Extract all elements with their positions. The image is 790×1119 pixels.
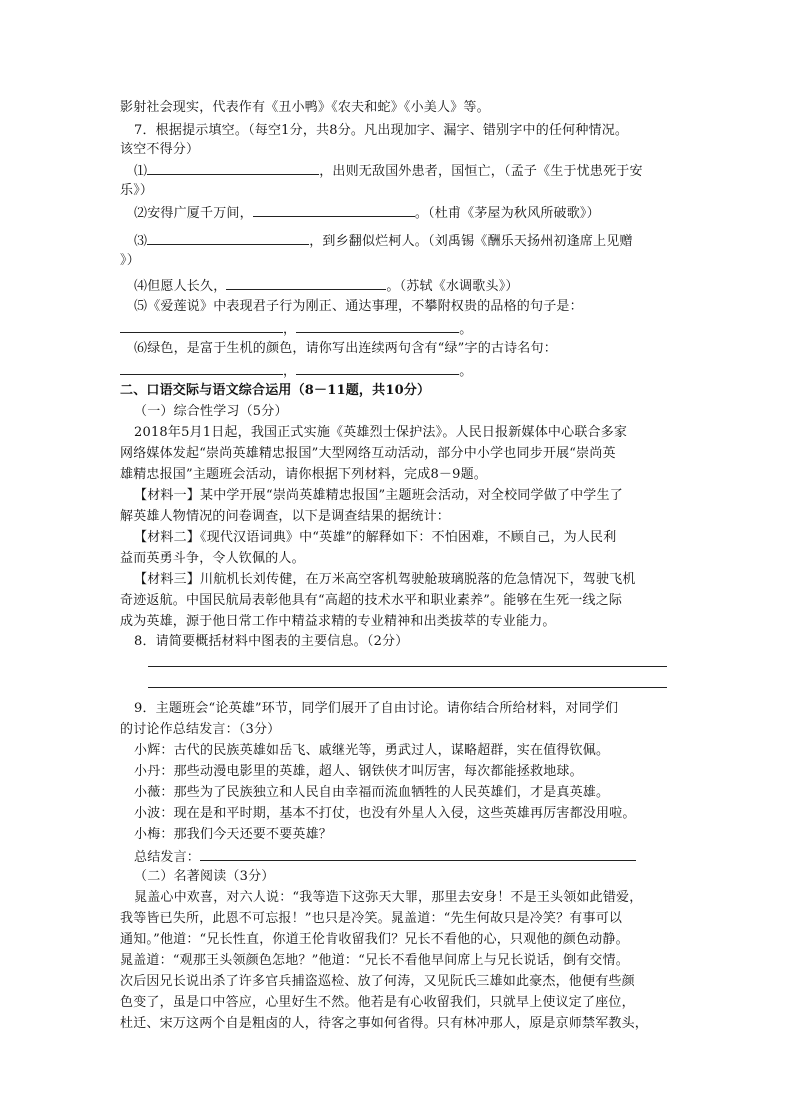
q7-item-3-blank[interactable] xyxy=(147,230,309,245)
q7-item-2-after: 。（杜甫《茅屋为秋风所破歌》） xyxy=(414,206,600,221)
material2-line-1: 【材料二】《现代汉语词典》中“英雄”的解释如下：不怕困难，不顾自己，为人民利 xyxy=(134,530,617,545)
q7-item-5-end: 。 xyxy=(459,322,473,337)
reading-line-6: 色变了，虽是口中答应，心里好生不然。他若是有心收留我们，只就早上使议定了座位， xyxy=(120,995,635,1010)
q7-item-2-blank[interactable] xyxy=(253,202,415,217)
speech-xiaowei: 小薇：那些为了民族独立和人民自由幸福而流血牺牲的人民英雄们，才是真英雄。 xyxy=(134,785,610,800)
material1-line-1: 【材料一】某中学开展“崇尚英雄精忠报国”主题班会活动，对全校同学做了中学生了 xyxy=(134,488,623,503)
q8-answer-line-1[interactable] xyxy=(148,666,667,667)
q7-item-1-cont: 乐》） xyxy=(120,183,154,198)
part1-title: （一）综合性学习（5分） xyxy=(134,404,288,419)
q7-item-1-blank[interactable] xyxy=(147,160,319,175)
q7-title-cont: 该空不得分） xyxy=(120,142,200,157)
material3-line-1: 【材料三】川航机长刘传健，在万米高空客机驾驶舱玻璃脱落的危急情况下，驾驶飞机 xyxy=(134,572,636,587)
q7-item-5-before: 《爱莲说》中表现君子行为刚正、通达事理，不攀附权贵的品格的句子是： xyxy=(147,299,583,314)
q7-item-5-num: ⑸ xyxy=(134,299,148,314)
material3-line-3: 成为英雄，源于他日常工作中精益求精的专业精神和出类拔萃的专业能力。 xyxy=(120,614,556,629)
part2-title: （二）名著阅读（3分） xyxy=(134,869,275,884)
speech-xiaodan: 小丹：那些动漫电影里的英雄，超人、钢铁侠才叫厉害，每次都能拯救地球。 xyxy=(134,764,583,779)
speech-xiaomei: 小梅：那我们今天还要不要英雄？ xyxy=(134,827,333,842)
q7-title: 7．根据提示填空。（每空1分，共8分。凡出现加字、漏字、错别字中的任何种情况。 xyxy=(134,123,629,138)
summary-label: 总结发言： xyxy=(134,850,201,865)
q7-item-2-before: 安得广厦千万间， xyxy=(147,206,253,221)
summary-row xyxy=(134,846,636,866)
speech-xiaohui: 小辉：古代的民族英雄如岳飞、戚继光等，勇武过人，谋略超群，实在值得钦佩。 xyxy=(134,743,610,758)
q7-item-6-answers xyxy=(120,360,472,380)
q8-prompt: 8．请简要概括材料中图表的主要信息。（2分） xyxy=(134,634,409,649)
reading-line-4: 晁盖道：“观那王头领颜色怎地？”他道：“兄长不看他早间席上与兄长说话，倒有交情。 xyxy=(120,953,629,968)
q7-item-3-num: ⑶ xyxy=(134,234,148,249)
q7-item-1-num: ⑴ xyxy=(134,164,148,179)
q7-item-4-blank[interactable] xyxy=(226,275,386,290)
q7-item-3-after: ，到乡翻似烂柯人。（刘禹锡《酬乐天扬州初逢席上见赠 xyxy=(309,234,633,249)
q7-item-1 xyxy=(134,160,643,180)
material2-line-2: 益而英勇斗争，令人钦佩的人。 xyxy=(120,551,305,566)
q7-item-6-num: ⑹ xyxy=(134,341,148,356)
summary-answer-line[interactable] xyxy=(200,846,636,861)
reading-line-5: 次后因兄长说出杀了许多官兵捕盗巡检、放了何涛，又见阮氏三雄如此豪杰，他便有些颜 xyxy=(120,974,635,989)
q7-item-5-blank-1[interactable] xyxy=(120,318,283,333)
q7-item-3 xyxy=(134,230,633,250)
q7-item-6-blank-2[interactable] xyxy=(296,360,459,375)
q7-item-6 xyxy=(134,339,557,359)
q7-item-6-end: 。 xyxy=(459,364,473,379)
reading-line-3: 通知。”他道：“兄长性直，你道王伦肯收留我们？兄长不看他的心，只观他的颜色动静。 xyxy=(120,932,629,947)
q7-item-6-blank-1[interactable] xyxy=(120,360,283,375)
q7-item-4-before: 但愿人长久， xyxy=(147,279,227,294)
intro-line: 影射社会现实，代表作有《丑小鸭》《农夫和蛇》《小美人》等。 xyxy=(120,100,490,115)
q7-item-5-blank-2[interactable] xyxy=(296,318,459,333)
q7-item-5-answers xyxy=(120,318,472,338)
q9-prompt-line-1: 9．主题班会“论英雄”环节，同学们展开了自由讨论。请你结合所给材料，对同学们 xyxy=(134,701,619,716)
reading-line-2: 我等皆已失所，此恩不可忘报！”也只是冷笑。晁盖道：“先生何故只是冷笑？有事可以 xyxy=(120,911,623,926)
para1-line-1: 2018年5月1日起，我国正式实施《英雄烈士保护法》。人民日报新媒体中心联合多家 xyxy=(134,425,628,440)
para1-line-3: 雄精忠报国”主题班会活动，请你根据下列材料，完成8－9题。 xyxy=(120,467,487,482)
speech-xiaobo: 小波：现在是和平时期，基本不打仗，也没有外星人入侵，这些英雄再厉害都没用啦。 xyxy=(134,806,636,821)
q9-prompt-line-2: 的讨论作总结发言：（3分） xyxy=(120,722,281,737)
q7-item-1-after: ，出则无敌国外患者，国恒亡，（孟子《生于忧患死于安 xyxy=(319,164,643,179)
reading-line-7: 杜迁、宋万这两个自是粗卤的人，待客之事如何省得。只有林冲那人，原是京师禁军教头， xyxy=(120,1016,649,1031)
q7-item-5-sep: ， xyxy=(283,322,297,337)
q7-item-4-num: ⑷ xyxy=(134,279,148,294)
section2-title: 二、口语交际与语文综合运用（8－11题，共10分） xyxy=(120,383,431,398)
q7-item-4 xyxy=(134,275,519,295)
reading-line-1: 晁盖心中欢喜，对六人说：“我等造下这弥天大罪，那里去安身！不是王头领如此错爱， xyxy=(134,890,643,905)
q7-item-6-sep: ， xyxy=(283,364,297,379)
q7-item-5 xyxy=(134,297,583,317)
q7-item-2-num: ⑵ xyxy=(134,206,148,221)
q7-item-3-cont: 》） xyxy=(120,253,140,268)
q8-answer-line-2[interactable] xyxy=(148,687,667,688)
para1-line-2: 网络媒体发起“崇尚英雄精忠报国”大型网络互动活动，部分中小学也同步开展“崇尚英 xyxy=(120,446,616,461)
q7-item-4-after: 。（苏轼《水调歌头》） xyxy=(386,279,519,294)
material3-line-2: 奇迹返航。中国民航局表彰他具有“高超的技术水平和职业素养”。能够在生死一线之际 xyxy=(120,593,623,608)
q7-item-6-before: 绿色，是富于生机的颜色，请你写出连续两句含有“绿”字的古诗名句： xyxy=(147,341,557,356)
q7-item-2 xyxy=(134,202,600,222)
material1-line-2: 解英雄人物情况的问卷调查，以下是调查结果的据统计： xyxy=(120,509,451,524)
